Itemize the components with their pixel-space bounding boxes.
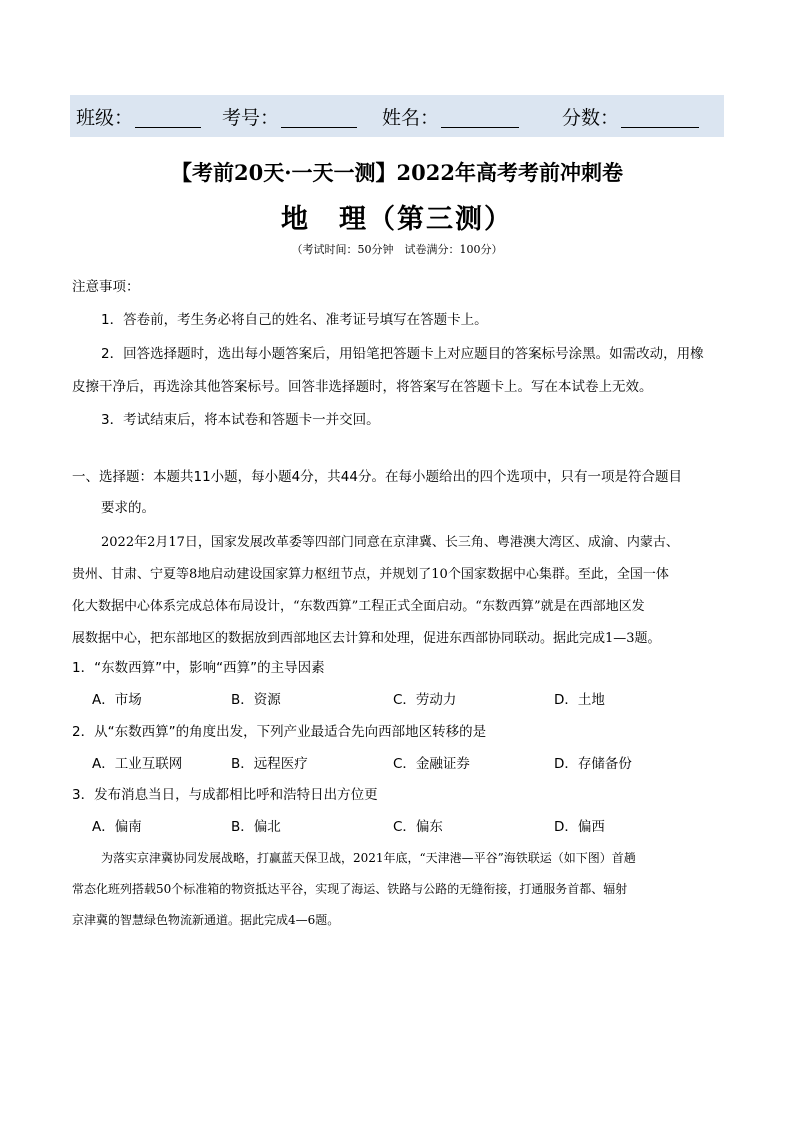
- passage-2-line-3: 京津冀的智慧绿色物流新通道。据此完成4—6题。: [72, 913, 340, 927]
- name-field: [382, 95, 519, 137]
- question-3-option-a[interactable]: A．偏南: [92, 819, 142, 835]
- passage-1-line-4: 展数据中心，把东部地区的数据放到西部地区去计算和处理，促进东西部协同联动。据此完成1—3题。: [72, 631, 661, 646]
- name-blank[interactable]: [441, 105, 519, 128]
- score-label: 分数：: [562, 106, 620, 129]
- passage-1-line-3: 化大数据中心体系完成总体布局设计，“东数西算”工程正式全面启动。“东数西算”就是在西部地区发: [72, 599, 645, 614]
- question-2-stem: 2．从“东数西算”的角度出发，下列产业最适合先向西部地区转移的是: [72, 724, 487, 740]
- name-label: 姓名：: [382, 106, 440, 129]
- question-1-option-d[interactable]: D．土地: [554, 692, 605, 708]
- notice-item-1: 1．答卷前，考生务必将自己的姓名、准考证号填写在答题卡上。: [101, 312, 488, 328]
- question-3-option-c[interactable]: C．偏东: [393, 819, 443, 835]
- question-3-stem: 3．发布消息当日，与成都相比呼和浩特日出方位更: [72, 787, 378, 803]
- exam-id-label: 考号：: [222, 106, 280, 129]
- class-label: 班级：: [76, 106, 134, 129]
- exam-info: （考试时间：50分钟 试卷满分：100分）: [291, 243, 503, 256]
- notice-item-3: 3．考试结束后，将本试卷和答题卡一并交回。: [101, 412, 380, 428]
- question-1-option-c[interactable]: C．劳动力: [393, 692, 457, 708]
- notice-item-2-line-2: 皮擦干净后，再选涂其他答案标号。回答非选择题时，将答案写在答题卡上。写在本试卷上无效。: [72, 379, 653, 395]
- section-heading-line-1: 一、选择题：本题共11小题，每小题4分，共44分。在每小题给出的四个选项中，只有一项是符合题目: [72, 469, 682, 485]
- question-3-option-d[interactable]: D．偏西: [554, 819, 605, 835]
- passage-1-line-2: 贵州、甘肃、宁夏等8地启动建设国家算力枢纽节点，并规划了10个国家数据中心集群。至此，全国一体: [72, 567, 669, 582]
- student-info-bar: [70, 95, 724, 137]
- question-1-stem: 1．“东数西算”中，影响“西算”的主导因素: [72, 660, 325, 676]
- question-1-option-b[interactable]: B．资源: [231, 692, 281, 708]
- class-field: [76, 95, 201, 137]
- passage-2-line-2: 常态化班列搭载50个标准箱的物资抵达平谷，实现了海运、铁路与公路的无缝衔接，打通服务首都、辐射: [72, 882, 628, 896]
- notice-heading: 注意事项：: [72, 279, 140, 295]
- score-field: [562, 95, 699, 137]
- question-1-option-a[interactable]: A．市场: [92, 692, 142, 708]
- class-blank[interactable]: [135, 105, 201, 128]
- section-heading-line-2: 要求的。: [101, 500, 155, 516]
- exam-id-field: [222, 95, 357, 137]
- exam-id-blank[interactable]: [281, 105, 357, 128]
- question-2-option-d[interactable]: D．存储备份: [554, 756, 632, 772]
- question-2-option-a[interactable]: A．工业互联网: [92, 756, 183, 772]
- score-blank[interactable]: [621, 105, 699, 128]
- passage-1-line-1: 2022年2月17日，国家发展改革委等四部门同意在京津冀、长三角、粤港澳大湾区、成渝、内蒙古、: [101, 535, 679, 550]
- subject-title: 地 理（第三测）: [281, 204, 513, 235]
- passage-2-line-1: 为落实京津冀协同发展战略，打赢蓝天保卫战，2021年底，“天津港—平谷”海铁联运（如下图）首趟: [101, 851, 636, 865]
- question-3-option-b[interactable]: B．偏北: [231, 819, 281, 835]
- notice-item-2-line-1: 2．回答选择题时，选出每小题答案后，用铅笔把答题卡上对应题目的答案标号涂黑。如需改动，用橡: [101, 346, 704, 362]
- question-2-option-c[interactable]: C．金融证券: [393, 756, 470, 772]
- question-2-option-b[interactable]: B．远程医疗: [231, 756, 308, 772]
- exam-title: 【考前20天·一天一测】2022年高考考前冲刺卷: [171, 160, 623, 185]
